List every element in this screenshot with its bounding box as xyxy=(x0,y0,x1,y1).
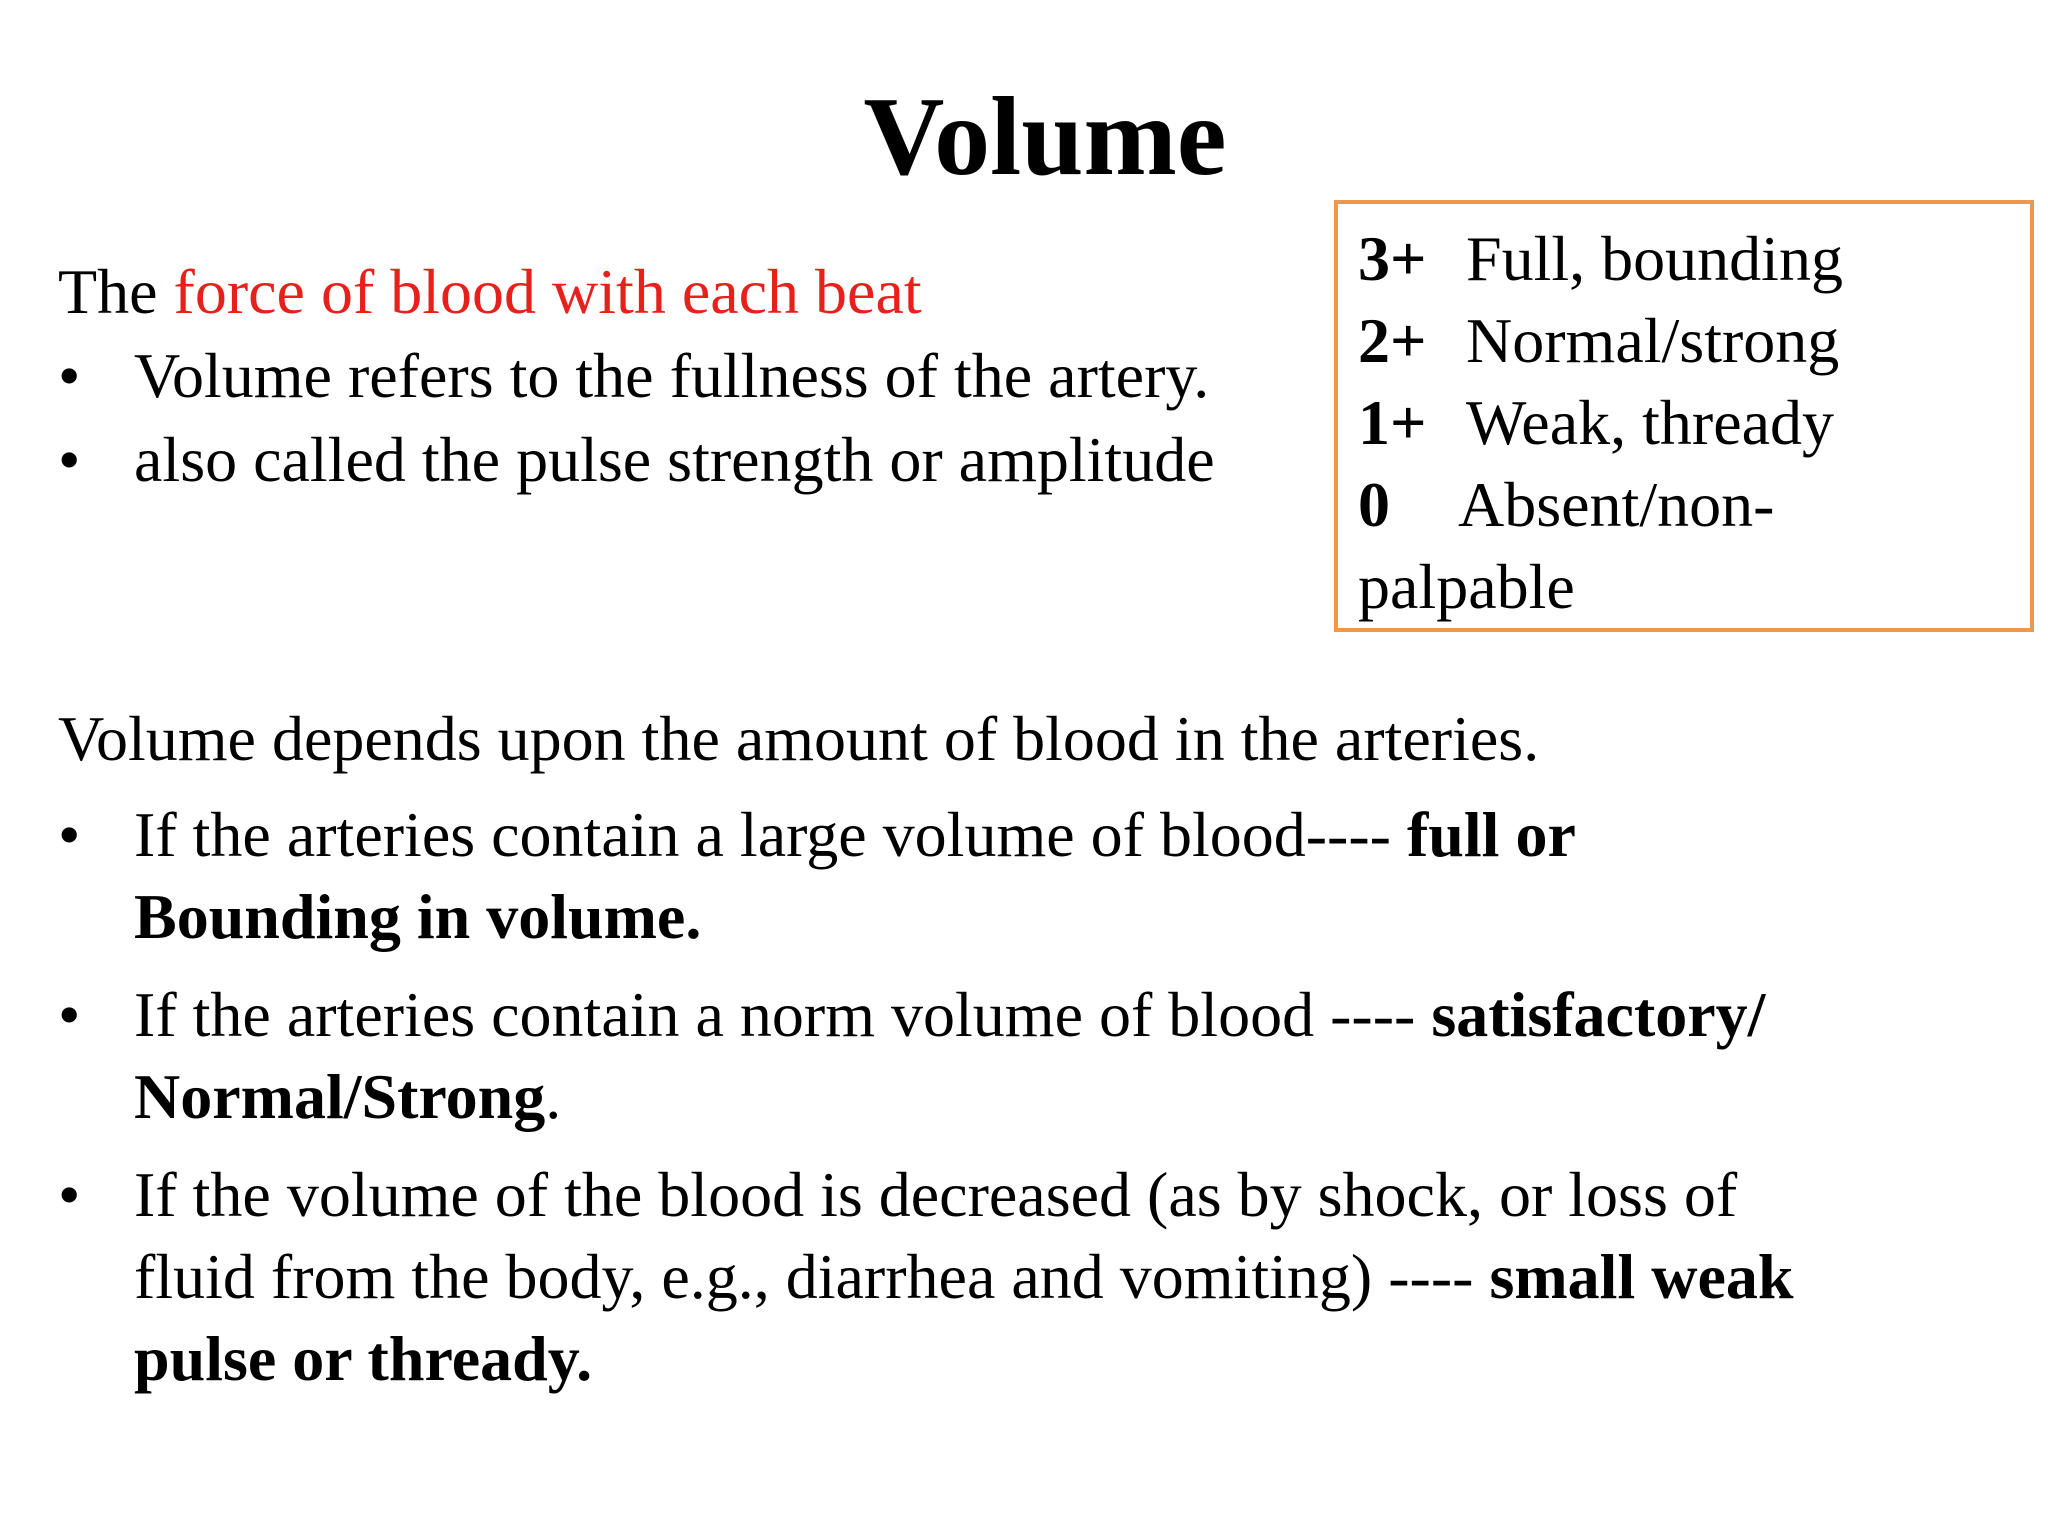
scale-row xyxy=(1358,218,2030,300)
scale-description: Weak, thready xyxy=(1466,387,1834,458)
bullet-text: . xyxy=(545,1061,562,1132)
bullet-line xyxy=(134,974,1988,1056)
bullet-icon: • xyxy=(58,424,81,495)
scale-description: Normal/strong xyxy=(1466,305,1840,376)
slide-title: Volume xyxy=(863,75,1227,199)
scale-description-continued: palpable xyxy=(1358,551,1575,622)
definition-bullet-text: also called the pulse strength or amplitude xyxy=(134,424,1215,495)
scale-description: Full, bounding xyxy=(1466,223,1843,294)
explanation-bullet xyxy=(58,974,1988,1138)
scale-row-continued xyxy=(1358,546,2030,628)
definition-bullet xyxy=(58,334,1308,418)
bullet-icon: • xyxy=(58,1159,81,1230)
bullet-icon: • xyxy=(58,799,81,870)
pulse-volume-scale-box xyxy=(1334,200,2034,632)
bullet-line xyxy=(134,794,1988,876)
bullet-icon: • xyxy=(58,979,81,1050)
definition-bullet-text: Volume refers to the fullness of the artery. xyxy=(134,340,1210,411)
bullet-emphasis: pulse or thready. xyxy=(134,1323,593,1394)
definition-bullet xyxy=(58,418,1308,502)
scale-grade: 0 xyxy=(1358,469,1390,540)
scale-row xyxy=(1358,382,2030,464)
bullet-line xyxy=(134,1318,1988,1400)
bullet-text: If the volume of the blood is decreased (as by shock, or loss of xyxy=(134,1159,1738,1230)
bullet-text: If the arteries contain a large volume of blood---- xyxy=(134,799,1407,870)
scale-description: Absent/non- xyxy=(1458,469,1775,540)
bullet-icon: • xyxy=(58,340,81,411)
bullet-line xyxy=(134,1236,1988,1318)
bullet-emphasis: Normal/Strong xyxy=(134,1061,546,1132)
scale-row xyxy=(1358,300,2030,382)
bullet-text: If the arteries contain a norm volume of blood ---- xyxy=(134,979,1432,1050)
definition-block xyxy=(58,250,1308,502)
volume-explanation xyxy=(58,698,1988,1416)
scale-grade: 2+ xyxy=(1358,305,1427,376)
scale-grade: 3+ xyxy=(1358,223,1427,294)
definition-line xyxy=(58,250,1308,334)
bullet-line xyxy=(134,876,1988,958)
bullet-text: fluid from the body, e.g., diarrhea and vomiting) ---- xyxy=(134,1241,1490,1312)
bullet-emphasis: small weak xyxy=(1489,1241,1794,1312)
scale-row xyxy=(1358,464,2030,546)
definition-highlight: force of blood with each beat xyxy=(173,256,922,327)
bullet-emphasis: full or xyxy=(1406,799,1576,870)
scale-grade: 1+ xyxy=(1358,387,1427,458)
explanation-bullet xyxy=(58,794,1988,958)
explanation-lead: Volume depends upon the amount of blood in the arteries. xyxy=(58,703,1540,774)
bullet-line xyxy=(134,1056,1988,1138)
bullet-emphasis: satisfactory/ xyxy=(1431,979,1766,1050)
explanation-bullet xyxy=(58,1154,1988,1400)
bullet-emphasis: Bounding in volume. xyxy=(134,881,702,952)
bullet-line xyxy=(134,1154,1988,1236)
definition-prefix: The xyxy=(58,256,158,327)
